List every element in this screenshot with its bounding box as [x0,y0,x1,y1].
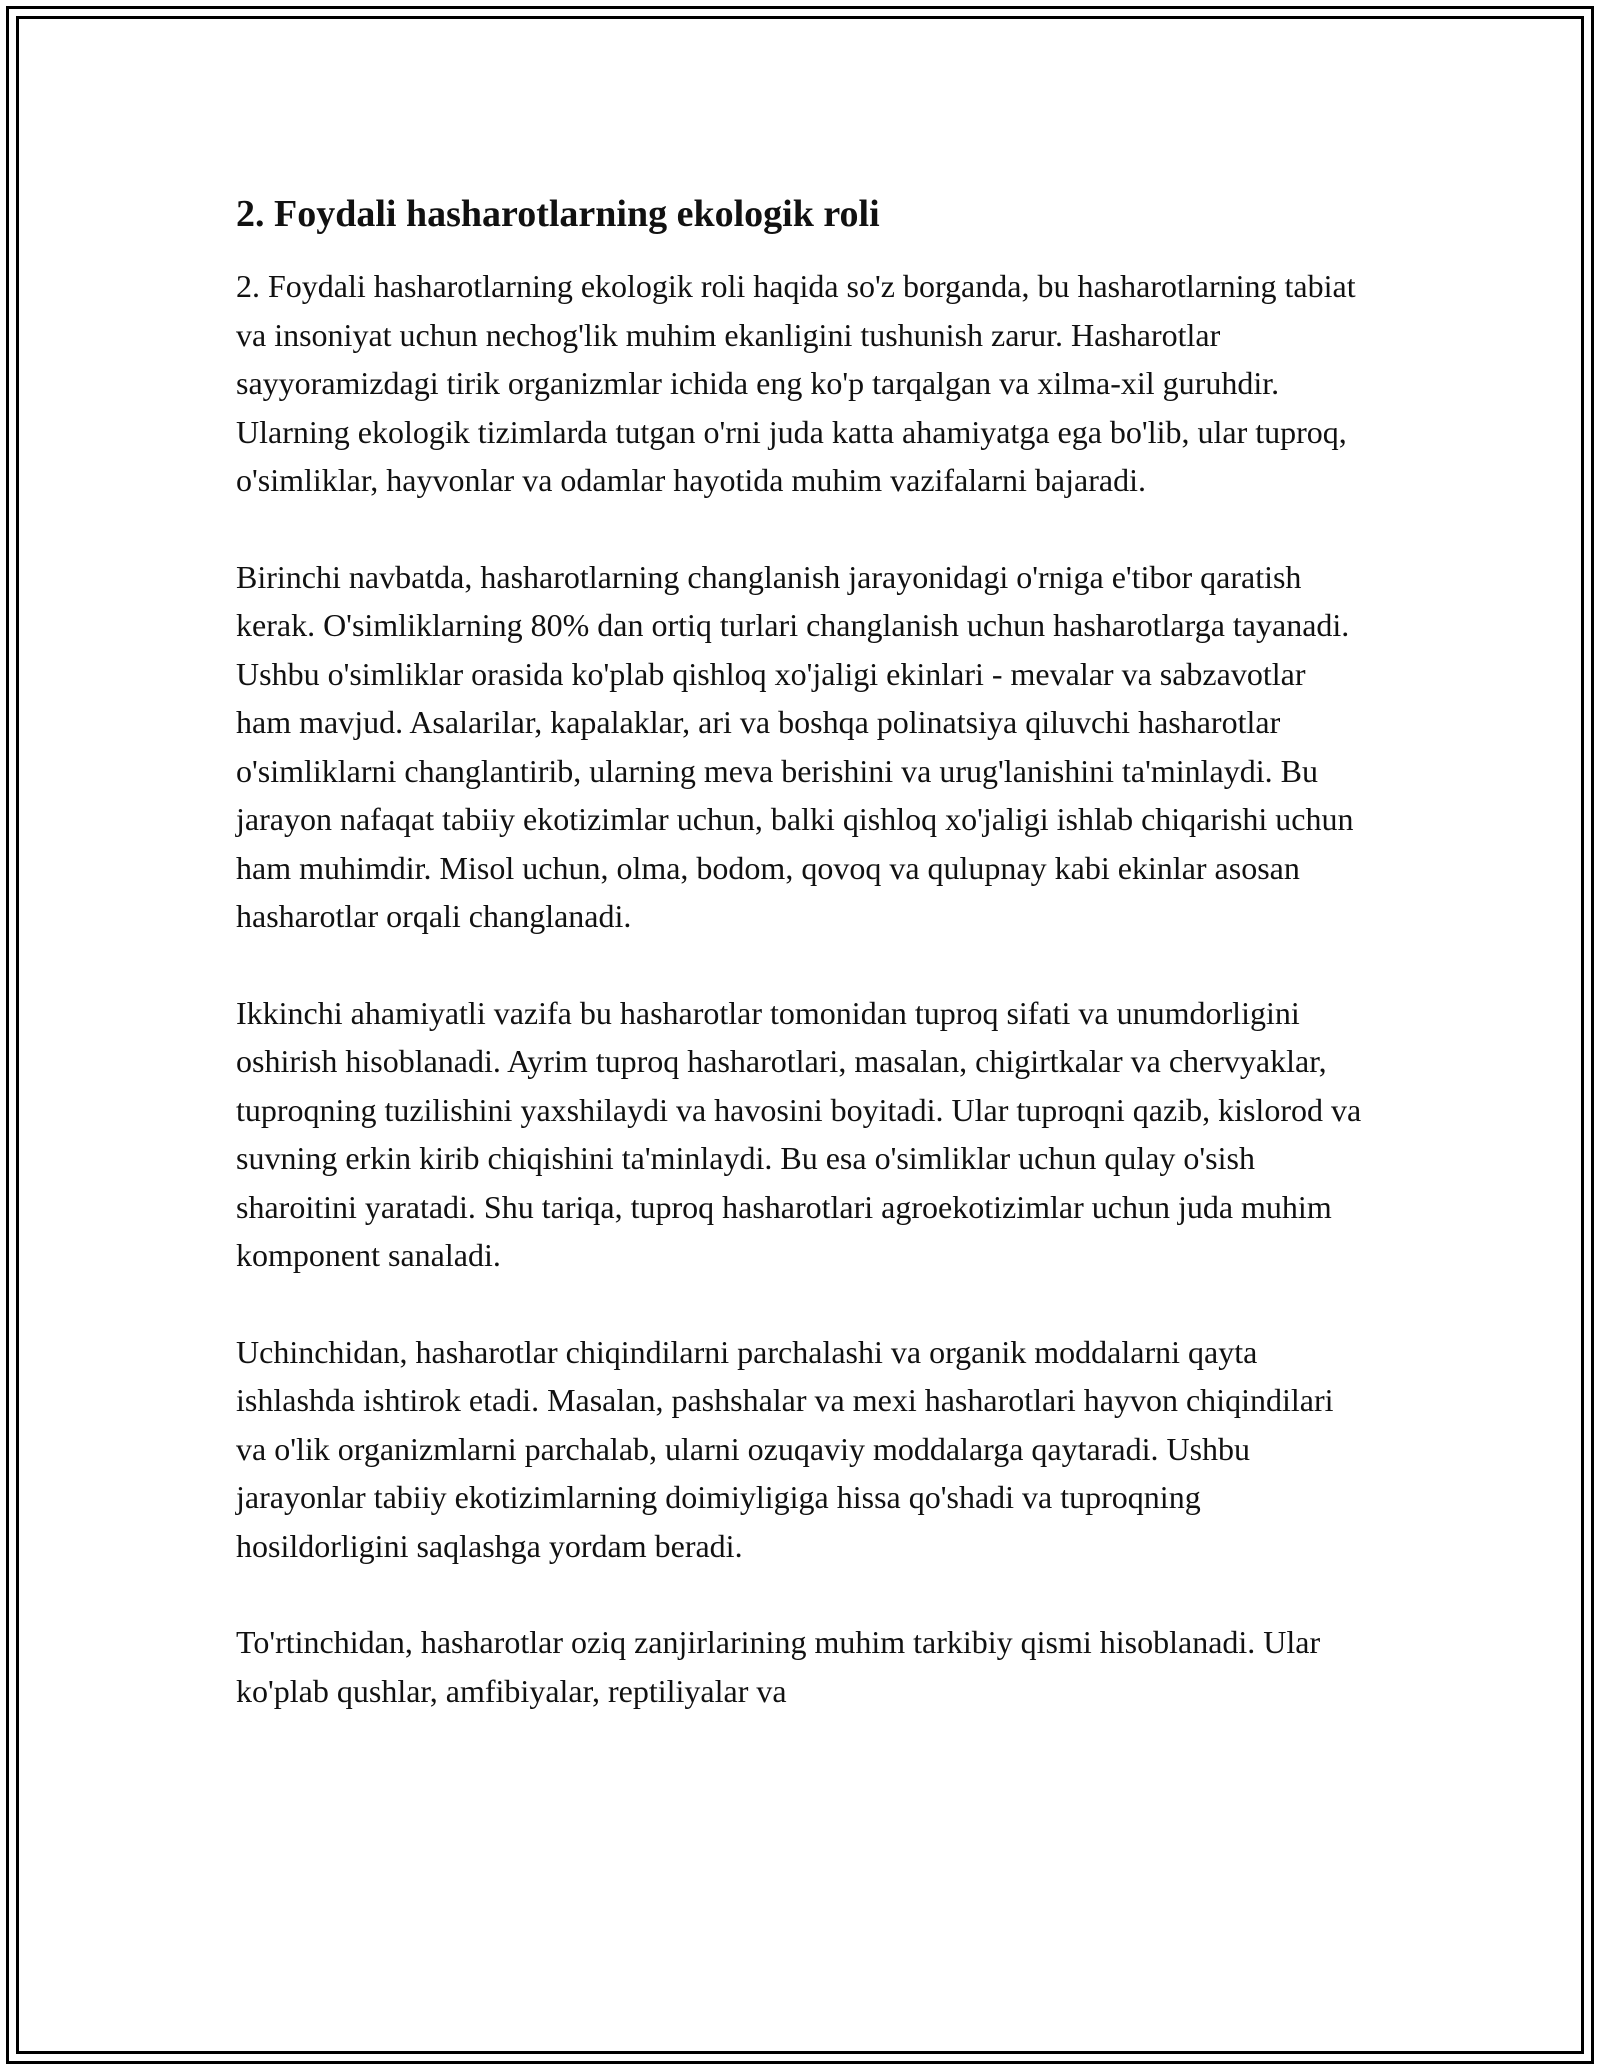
section-heading: 2. Foydali hasharotlarning ekologik roli [236,193,880,235]
paragraph-decomposition: Uchinchidan, hasharotlar chiqindilarni parchalashi va organik moddalarni qayta ishlashda ishtirok etadi. Masalan, pashshalar va mexi hasharotlari hayvon chiqindilari va o'lik organizmlarni parchalab, ularni ozuqaviy moddalarga qaytaradi. Ushbu jarayonlar tabiiy ekotizimlarning doimiyligiga hissa qo'shadi va tuproqning hosildorligini saqlashga yordam beradi. [236,1333,1334,1564]
paragraph-food-chain: To'rtinchidan, hasharotlar oziq zanjirlarining muhim tarkibiy qismi hisoblanadi. Ular ko'plab qushlar, amfibiyalar, reptiliyalar va [236,1624,1321,1709]
paragraph-pollination: Birinchi navbatda, hasharotlarning changlanish jarayonidagi o'rniga e'tibor qaratish kerak. O'simliklarning 80% dan ortiq turlari changlanish uchun hasharotlarga tayanadi. Ushbu o'simliklar orasida ko'plab qishloq xo'jaligi ekinlari - mevalar va sabzavotlar ham mavjud. Asalarilar, kapalaklar, ari va boshqa polinatsiya qiluvchi hasharotlar o'simliklarni changlantirib, ularning meva berishini va urug'lanishini ta'minlaydi. Bu jarayon nafaqat tabiiy ekotizimlar uchun, balki qishloq xo'jaligi ishlab chiqarishi uchun ham muhimdir. Misol uchun, olma, bodom, qovoq va qulupnay kabi ekinlar asosan hasharotlar orqali changlanadi. [236,558,1354,934]
paragraph-soil: Ikkinchi ahamiyatli vazifa bu hasharotlar tomonidan tuproq sifati va unumdorligini oshirish hisoblanadi. Ayrim tuproq hasharotlari, masalan, chigirtkalar va chervyaklar, tuproqning tuzilishini yaxshilaydi va havosini boyitadi. Ular tuproqni qazib, kislorod va suvning erkin kirib chiqishini ta'minlaydi. Bu esa o'simliklar uchun qulay o'sish sharoitini yaratadi. Shu tariqa, tuproq hasharotlari agroekotizimlar uchun juda muhim komponent sanaladi. [236,994,1362,1273]
paragraph-intro: 2. Foydali hasharotlarning ekologik roli haqida so'z borganda, bu hasharotlarning tabiat va insoniyat uchun nechog'lik muhim ekanligini tushunish zarur. Hasharotlar sayyoramizdagi tirik organizmlar ichida eng ko'p tarqalgan va xilma-xil guruhdir. Ularning ekologik tizimlarda tutgan o'rni juda katta ahamiyatga ega bo'lib, ular tuproq, o'simliklar, hayvonlar va odamlar hayotida muhim vazifalarni bajaradi. [236,268,1356,498]
document-body [236,186,1366,1763]
